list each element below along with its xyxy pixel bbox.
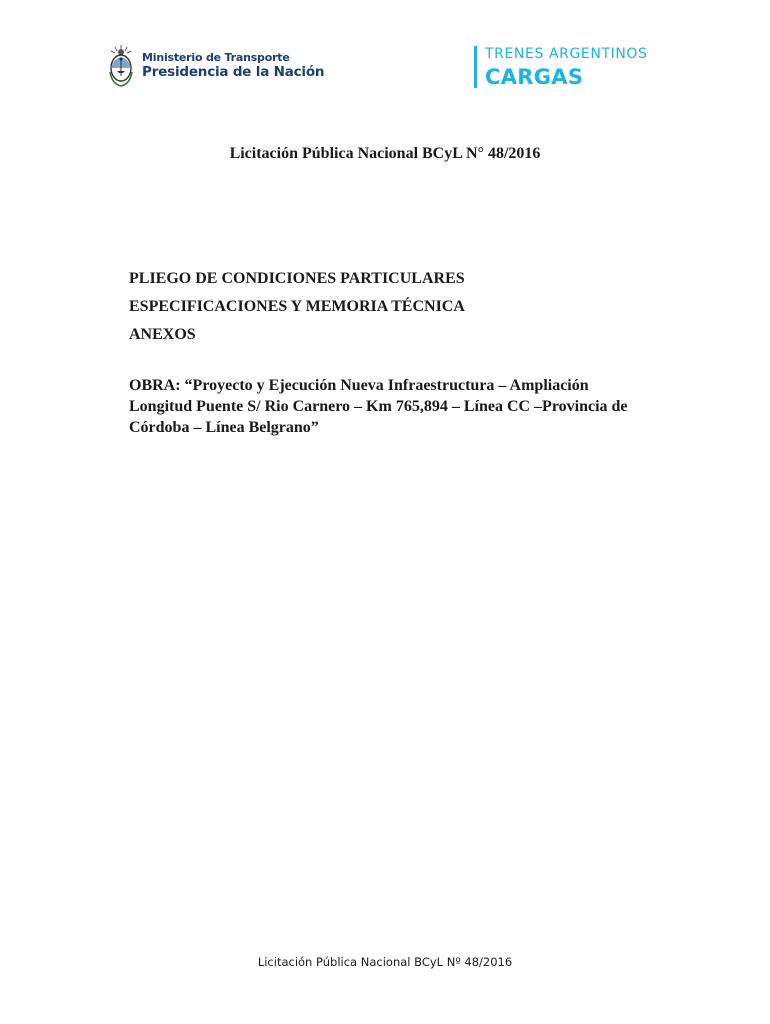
- trenes-argentinos-logo: [485, 44, 648, 90]
- trenes-logo-line2: CARGAS: [485, 65, 584, 89]
- argentine-coat-of-arms-icon: [108, 44, 134, 88]
- heading-especificaciones: ESPECIFICACIONES Y MEMORIA TÉCNICA: [129, 298, 465, 315]
- ministry-logo: [108, 44, 324, 88]
- presidency-name: Presidencia de la Nación: [142, 64, 325, 80]
- section-headings: [129, 265, 649, 349]
- heading-pliego: PLIEGO DE CONDICIONES PARTICULARES: [129, 270, 465, 287]
- document-title: Licitación Pública Nacional BCyL N° 48/2016: [229, 145, 541, 162]
- trenes-logo-bar: [474, 46, 477, 88]
- heading-anexos: ANEXOS: [129, 326, 196, 343]
- page-footer: Licitación Pública Nacional BCyL Nº 48/2016: [257, 955, 513, 969]
- trenes-logo-line1: TRENES ARGENTINOS: [485, 46, 648, 62]
- obra-description: OBRA: “Proyecto y Ejecución Nueva Infraestructura – Ampliación Longitud Puente S/ Rio Carnero – Km 765,894 – Línea CC –Provincia de Córdoba – Línea Belgrano”: [129, 377, 628, 436]
- ministry-name: Ministerio de Transporte: [142, 51, 290, 64]
